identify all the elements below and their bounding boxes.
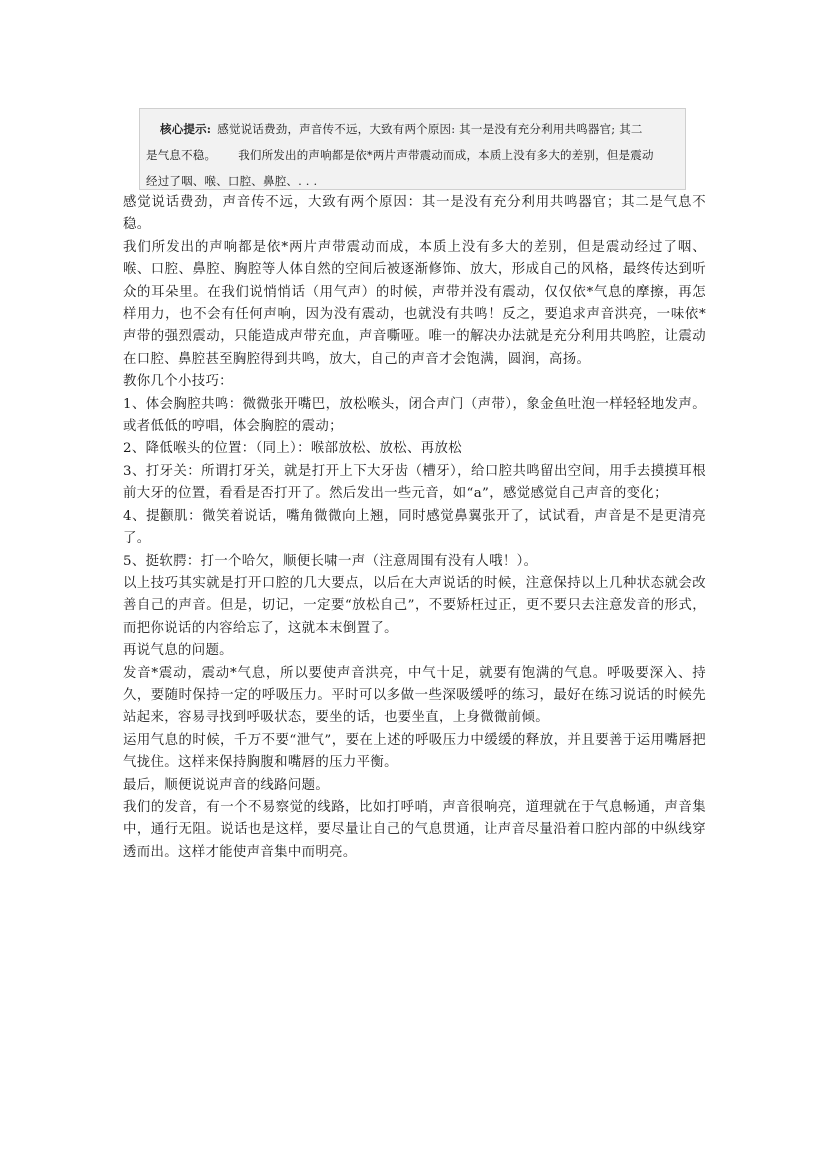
core-tip-text-3: 经过了咽、喉、口腔、鼻腔、. . . xyxy=(146,174,318,188)
tip-item-5: 5、挺软腭：打一个哈欠，顺便长啸一声（注意周围有没有人哦！）。 xyxy=(123,553,538,569)
paragraph-breath-heading: 再说气息的问题。 xyxy=(123,643,233,659)
core-tip-line-2 xyxy=(146,142,679,168)
core-tip-text-2b: 我们所发出的声响都是依*两片声带震动而成，本质上没有多大的差别，但是震动 xyxy=(238,148,654,162)
paragraph-intro: 感觉说话费劲，声音传不远，大致有两个原因：其一是没有充分利用共鸣器官；其二是气息不稳。 xyxy=(123,195,706,233)
core-tip-text-1: 感觉说话费劲，声音传不远，大致有两个原因: 其一是没有充分利用共鸣器官; 其二 xyxy=(217,122,643,136)
tip-item-2: 2、降低喉头的位置：（同上）：喉部放松、放松、再放松 xyxy=(123,441,462,457)
tip-item-4: 4、提颧肌：微笑着说话，嘴角微微向上翘，同时感觉鼻翼张开了，试试看，声音是不是更清亮了。 xyxy=(123,508,706,547)
tip-item-3: 3、打牙关：所谓打牙关，就是打开上下大牙齿（槽牙），给口腔共鸣留出空间，用手去摸摸耳根前大牙的位置，看看是否打开了。然后发出一些元音，如“a”，感觉感觉自己声音的变化； xyxy=(123,463,706,502)
paragraph-tips-summary: 以上技巧其实就是打开口腔的几大要点，以后在大声说话的时候，注意保持以上几种状态就会改善自己的声音。但是，切记，一定要“放松自己”，不要矫枉过正，更不要只去注意发音的形式，而把你说话的内容给忘了，这就本末倒置了。 xyxy=(123,575,706,636)
paragraph-breath: 发音*震动，震动*气息，所以要使声音洪亮，中气十足，就要有饱满的气息。呼吸要深入、持久，要随时保持一定的呼吸压力。平时可以多做一些深吸缓呼的练习，最好在练习说话的时候先站起来，容易寻找到呼吸状态，要坐的话，也要坐直，上身微微前倾。 xyxy=(123,665,706,726)
core-tip-label: 核心提示: xyxy=(160,122,212,136)
core-tip-line-1 xyxy=(146,116,679,142)
tip-item-1: 1、体会胸腔共鸣：微微张开嘴巴，放松喉头，闭合声门（声带），象金鱼吐泡一样轻轻地发声。或者低低的哼唱，体会胸腔的震动； xyxy=(123,396,706,435)
core-tip-box xyxy=(139,108,686,190)
paragraph-tips-heading: 教你几个小技巧： xyxy=(123,374,233,390)
core-tip-text-2a: 是气息不稳。 xyxy=(146,148,217,162)
paragraph-route-heading: 最后，顺便说说声音的线路问题。 xyxy=(123,777,330,793)
paragraph-route: 我们的发音，有一个不易察觉的线路，比如打呼哨，声音很响亮，道理就在于气息畅通，声音集中，通行无阻。说话也是这样，要尽量让自己的气息贯通，让声音尽量沿着口腔内部的中纵线穿透而出。这样才能使声音集中而明亮。 xyxy=(123,799,706,860)
paragraph-resonance: 我们所发出的声响都是依*两片声带震动而成，本质上没有多大的差别，但是震动经过了咽、喉、口腔、鼻腔、胸腔等人体自然的空间后被逐渐修饰、放大，形成自己的风格，最终传达到听众的耳朵里。在我们说悄悄话（用气声）的时候，声带并没有震动，仅仅依*气息的摩擦，再怎样用力，也不会有任何声响，因为没有震动，也就没有共鸣！反之，要追求声音洪亮，一味依*声带的强烈震动，只能造成声带充血，声音嘶哑。唯一的解决办法就是充分利用共鸣腔，让震动在口腔、鼻腔甚至胸腔得到共鸣，放大，自己的声音才会饱满，圆润，高扬。 xyxy=(123,239,706,367)
article-body xyxy=(123,192,706,864)
paragraph-breath-control: 运用气息的时候，千万不要“泄气”，要在上述的呼吸压力中缓缓的释放，并且要善于运用嘴唇把气拢住。这样来保持胸腹和嘴唇的压力平衡。 xyxy=(123,732,706,771)
core-tip-line-3 xyxy=(146,168,679,194)
